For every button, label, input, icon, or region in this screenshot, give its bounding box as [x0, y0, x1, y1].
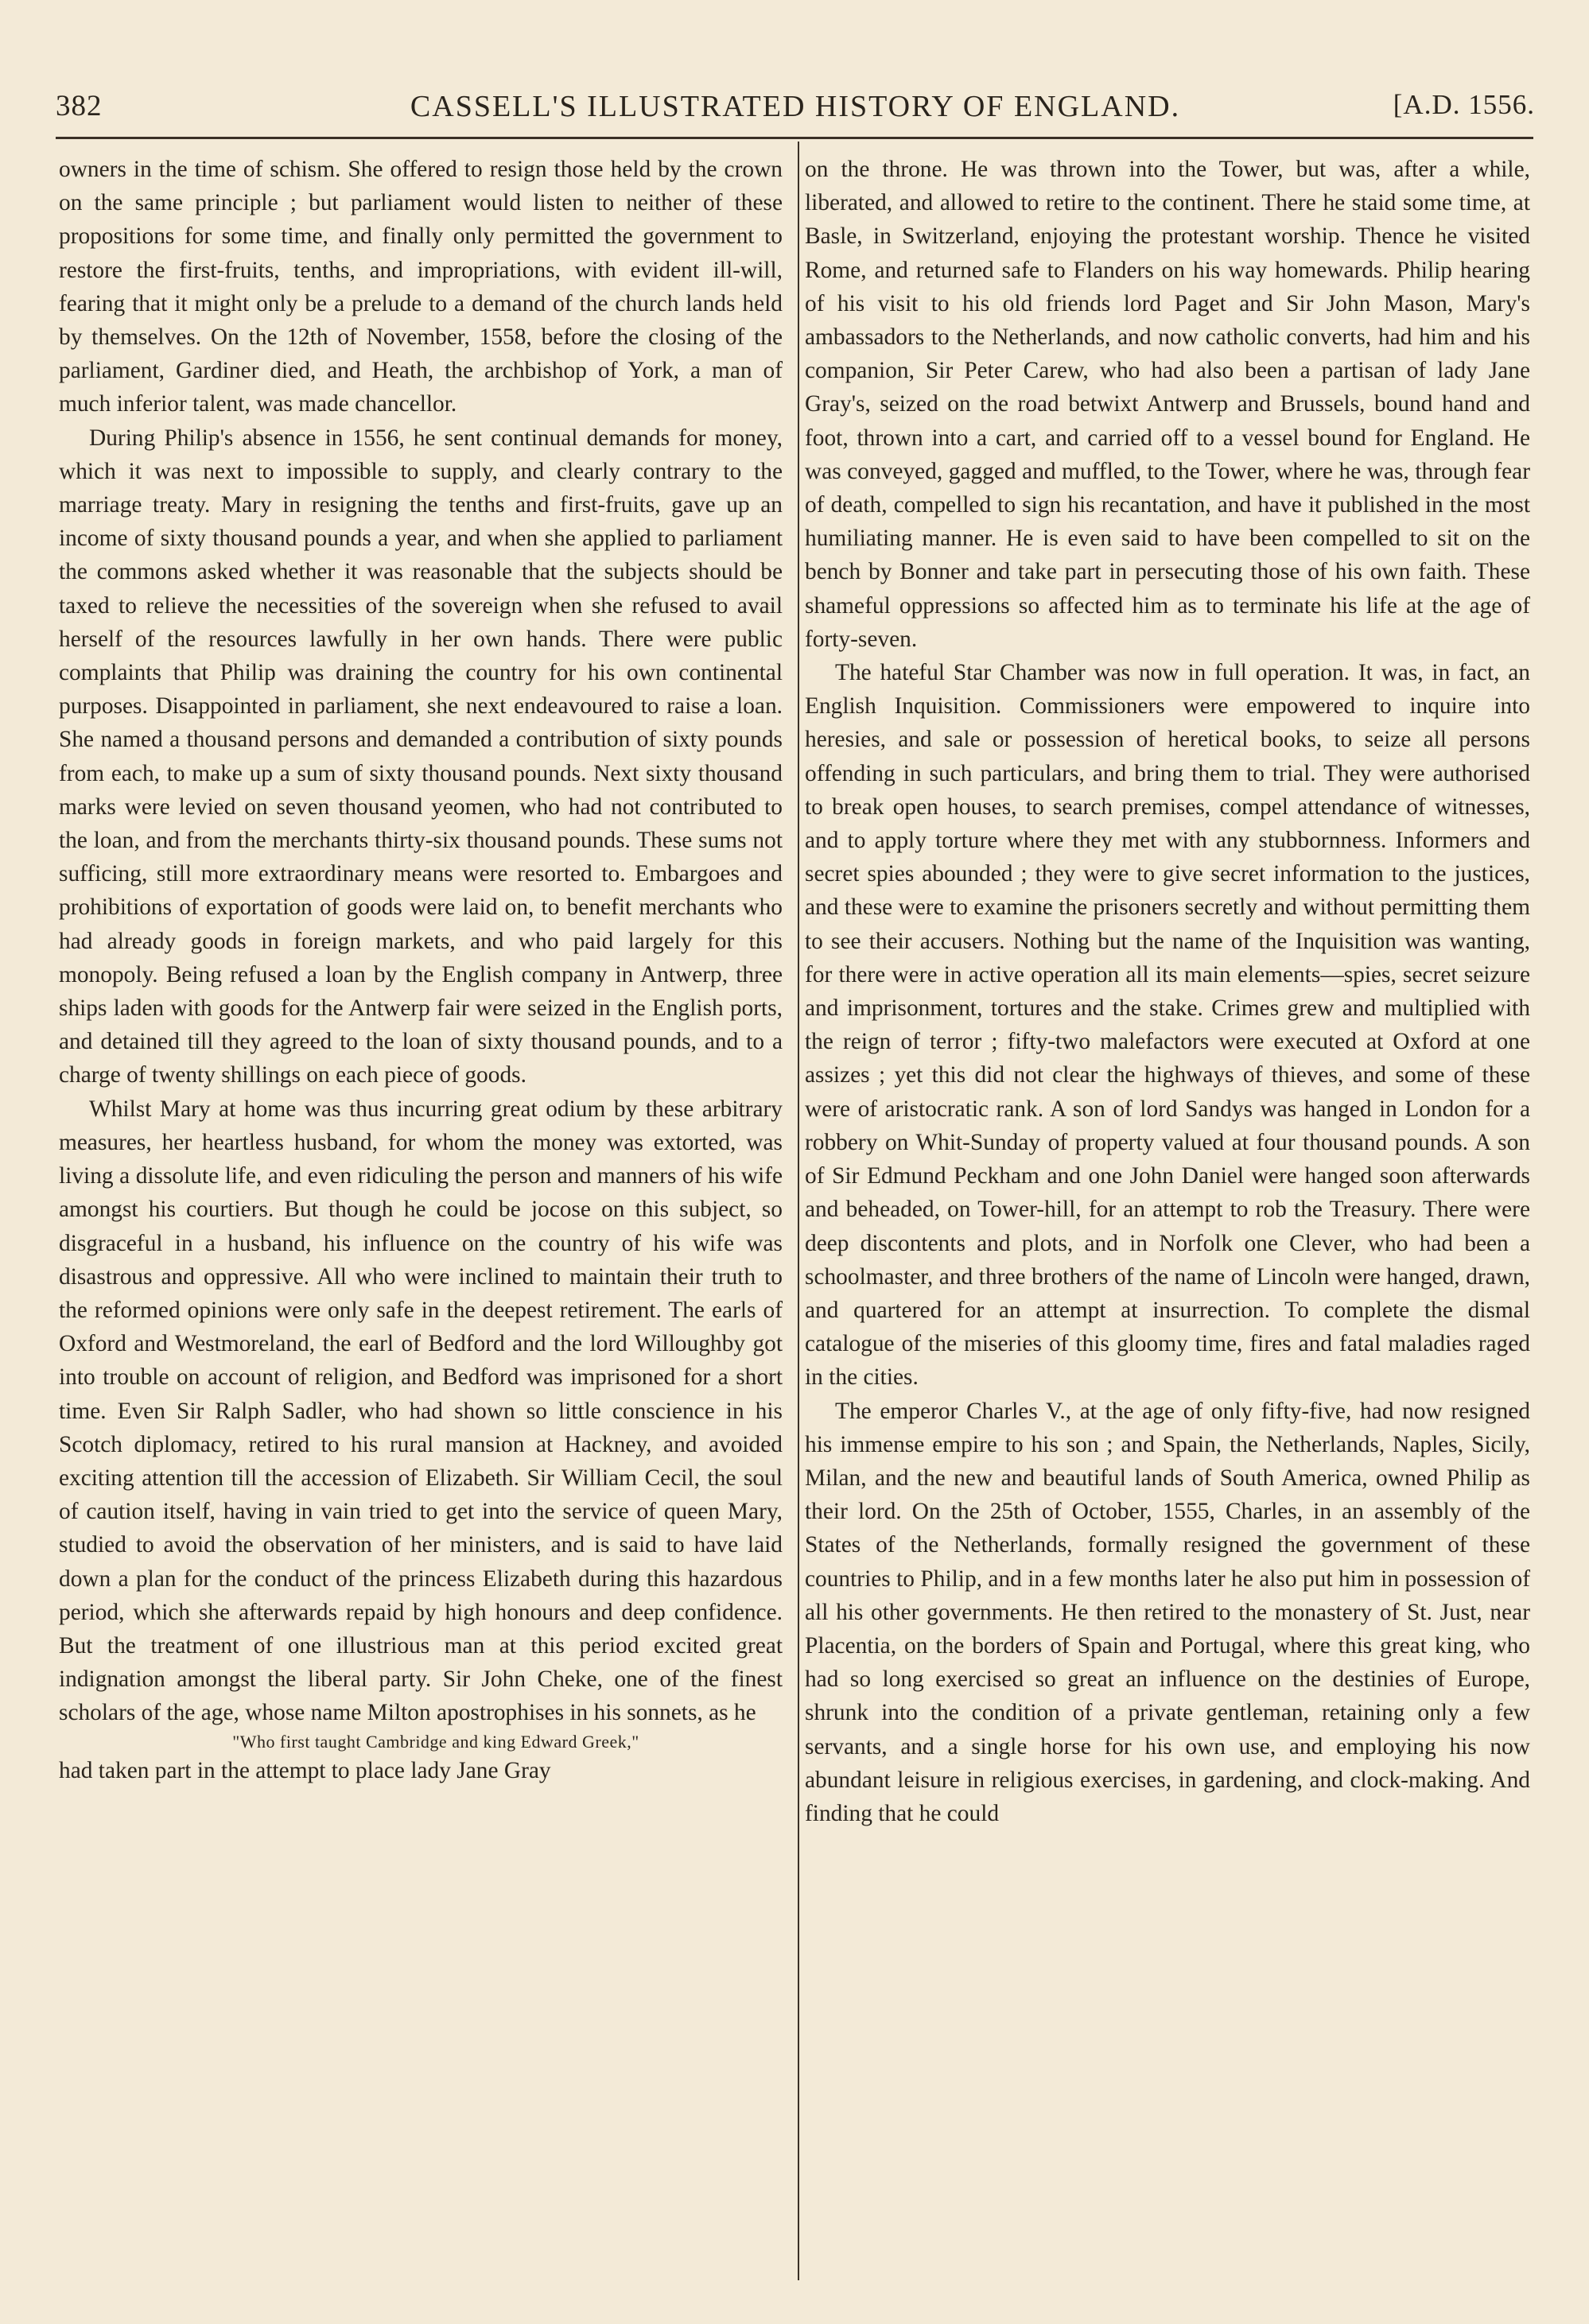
running-title: CASSELL'S ILLUSTRATED HISTORY OF ENGLAND. [410, 90, 1181, 123]
left-column [59, 153, 783, 1787]
date-range: [A.D. 1556. [1393, 89, 1535, 120]
right-paragraph-2: The hateful Star Chamber was now in full operation. It was, in fact, an English Inquisition. Commissioners were empowered to inquire into heresies, and sale or possession of heretical books, to seize all persons offending in such particulars, and bring them to trial. They were authorised to break open houses, to search premises, compel attendance of witnesses, and to apply torture where they met with any stubbornness. Informers and secret spies abounded ; they were to give secret information to the justices, and these were to examine the prisoners secretly and without permitting them to see their accusers. Nothing but the name of the Inquisition was wanting, for there were in active operation all its main elements—spies, secret seizure and imprisonment, tortures and the stake. Crimes grew and multiplied with the reign of terror ; fifty-two malefactors were executed at Oxford at one assizes ; yet this did not clear the highways of thieves, and some of these were of aristocratic rank. A son of lord Sandys was hanged in London for a robbery on Whit-Sunday of property valued at four thousand pounds. A son of Sir Edmund Peckham and one John Daniel were hanged soon afterwards and beheaded, on Tower-hill, for an attempt to rob the Treasury. There were deep discontents and plots, and in Norfolk one Clever, who had been a schoolmaster, and three brothers of the name of Lincoln were hanged, drawn, and quartered for an attempt at insurrection. To complete the dismal catalogue of the miseries of this gloomy time, fires and fatal maladies raged in the cities. [805, 660, 1530, 1391]
page-header [56, 89, 1535, 129]
left-paragraph-1: owners in the time of schism. She offered to resign those held by the crown on the same principle ; but parliament would listen to neither of these propositions for some time, and finally only permitted the government to restore the first-fruits, tenths, and impropriations, with evident ill-will, fearing that it might only be a prelude to a demand of the church lands held by themselves. On the 12th of November, 1558, before the closing of the parliament, Gardiner died, and Heath, the archbishop of York, a man of much inferior talent, was made chancellor. [59, 157, 783, 417]
left-paragraph-4: had taken part in the attempt to place lady Jane Gray [59, 1757, 551, 1783]
right-paragraph-1: on the throne. He was thrown into the Tower, but was, after a while, liberated, and allowed to retire to the continent. There he staid some time, at Basle, in Switzerland, enjoying the protestant worship. Thence he visited Rome, and returned safe to Flanders on his way homewards. Philip hearing of his visit to his old friends lord Paget and Sir John Mason, Mary's ambassadors to the Netherlands, and now catholic converts, had him and his companion, Sir Peter Carew, who had also been a partisan of lady Jane Gray's, seized on the road betwixt Antwerp and Brussels, bound hand and foot, thrown into a cart, and carried off to a vessel bound for England. He was conveyed, gagged and muffled, to the Tower, where he was, through fear of death, compelled to sign his recantation, and have it published in the most humiliating manner. He is even said to have been compelled to sit on the bench by Bonner and take part in persecuting those of his own faith. These shameful oppressions so affected him as to terminate his life at the age of forty-seven. [805, 157, 1530, 652]
right-paragraph-3: The emperor Charles V., at the age of only fifty-five, had now resigned his immense empire to his son ; and Spain, the Netherlands, Naples, Sicily, Milan, and the new and beautiful lands of South America, owned Philip as their lord. On the 25th of October, 1555, Charles, in an assembly of the States of the Netherlands, formally resigned the government of these countries to Philip, and in a few months later he also put him in possession of all his other governments. He then retired to the monastery of St. Just, near Placentia, on the borders of Spain and Portugal, where this great king, who had so long exercised so great an influence on the destinies of Europe, shrunk into the condition of a private gentleman, retaining only a few servants, and a single horse for his own use, and employing his now abundant leisure in religious exercises, in gardening, and clock-making. And finding that he could [805, 1398, 1530, 1826]
right-column [805, 153, 1530, 1830]
header-rule [56, 137, 1533, 139]
column-divider [798, 142, 799, 2280]
left-paragraph-2: During Philip's absence in 1556, he sent continual demands for money, which it was next to impossible to supply, and clearly contrary to the marriage treaty. Mary in resigning the tenths and first-fruits, gave up an income of sixty thousand pounds a year, and when she applied to parliament the commons asked whether it was reasonable that the subjects should be taxed to relieve the necessities of the sovereign when she refused to avail herself of the resources lawfully in her own hands. There were public complaints that Philip was draining the country for his own continental purposes. Disappointed in parliament, she next endeavoured to raise a loan. She named a thousand persons and demanded a contribution of sixty pounds from each, to make up a sum of sixty thousand pounds. Next sixty thousand marks were levied on seven thousand yeomen, who had not contributed to the loan, and from the merchants thirty-six thousand pounds. These sums not sufficing, still more extraordinary means were resorted to. Embargoes and prohibitions of exportation of goods were laid on, to benefit merchants who had already goods in foreign markets, and who paid largely for this monopoly. Being refused a loan by the English company in Antwerp, three ships laden with goods for the Antwerp fair were seized in the English ports, and detained till they agreed to the loan of sixty thousand pounds, and to a charge of twenty shillings on each piece of goods. [59, 425, 783, 1088]
page-number: 382 [56, 90, 103, 122]
milton-quote: "Who first taught Cambridge and king Edward Greek," [232, 1731, 639, 1752]
left-paragraph-3: Whilst Mary at home was thus incurring great odium by these arbitrary measures, her heartless husband, for whom the money was extorted, was living a dissolute life, and even ridiculing the person and manners of his wife amongst his courtiers. But though he could be jocose on this subject, so disgraceful in a husband, his influence on the country of his wife was disastrous and oppressive. All who were inclined to maintain their truth to the reformed opinions were only safe in the deepest retirement. The earls of Oxford and Westmoreland, the earl of Bedford and the lord Willoughby got into trouble on account of religion, and Bedford was imprisoned for a short time. Even Sir Ralph Sadler, who had shown so little conscience in his Scotch diplomacy, retired to his rural mansion at Hackney, and avoided exciting attention till the accession of Elizabeth. Sir William Cecil, the soul of caution itself, having in vain tried to get into the service of queen Mary, studied to avoid the observation of her ministers, and is said to have laid down a plan for the conduct of the princess Elizabeth during this hazardous period, which she afterwards repaid by high honours and deep confidence. But the treatment of one illustrious man at this period excited great indignation amongst the liberal party. Sir John Cheke, one of the finest scholars of the age, whose name Milton apostrophises in his sonnets, as he [59, 1096, 783, 1726]
